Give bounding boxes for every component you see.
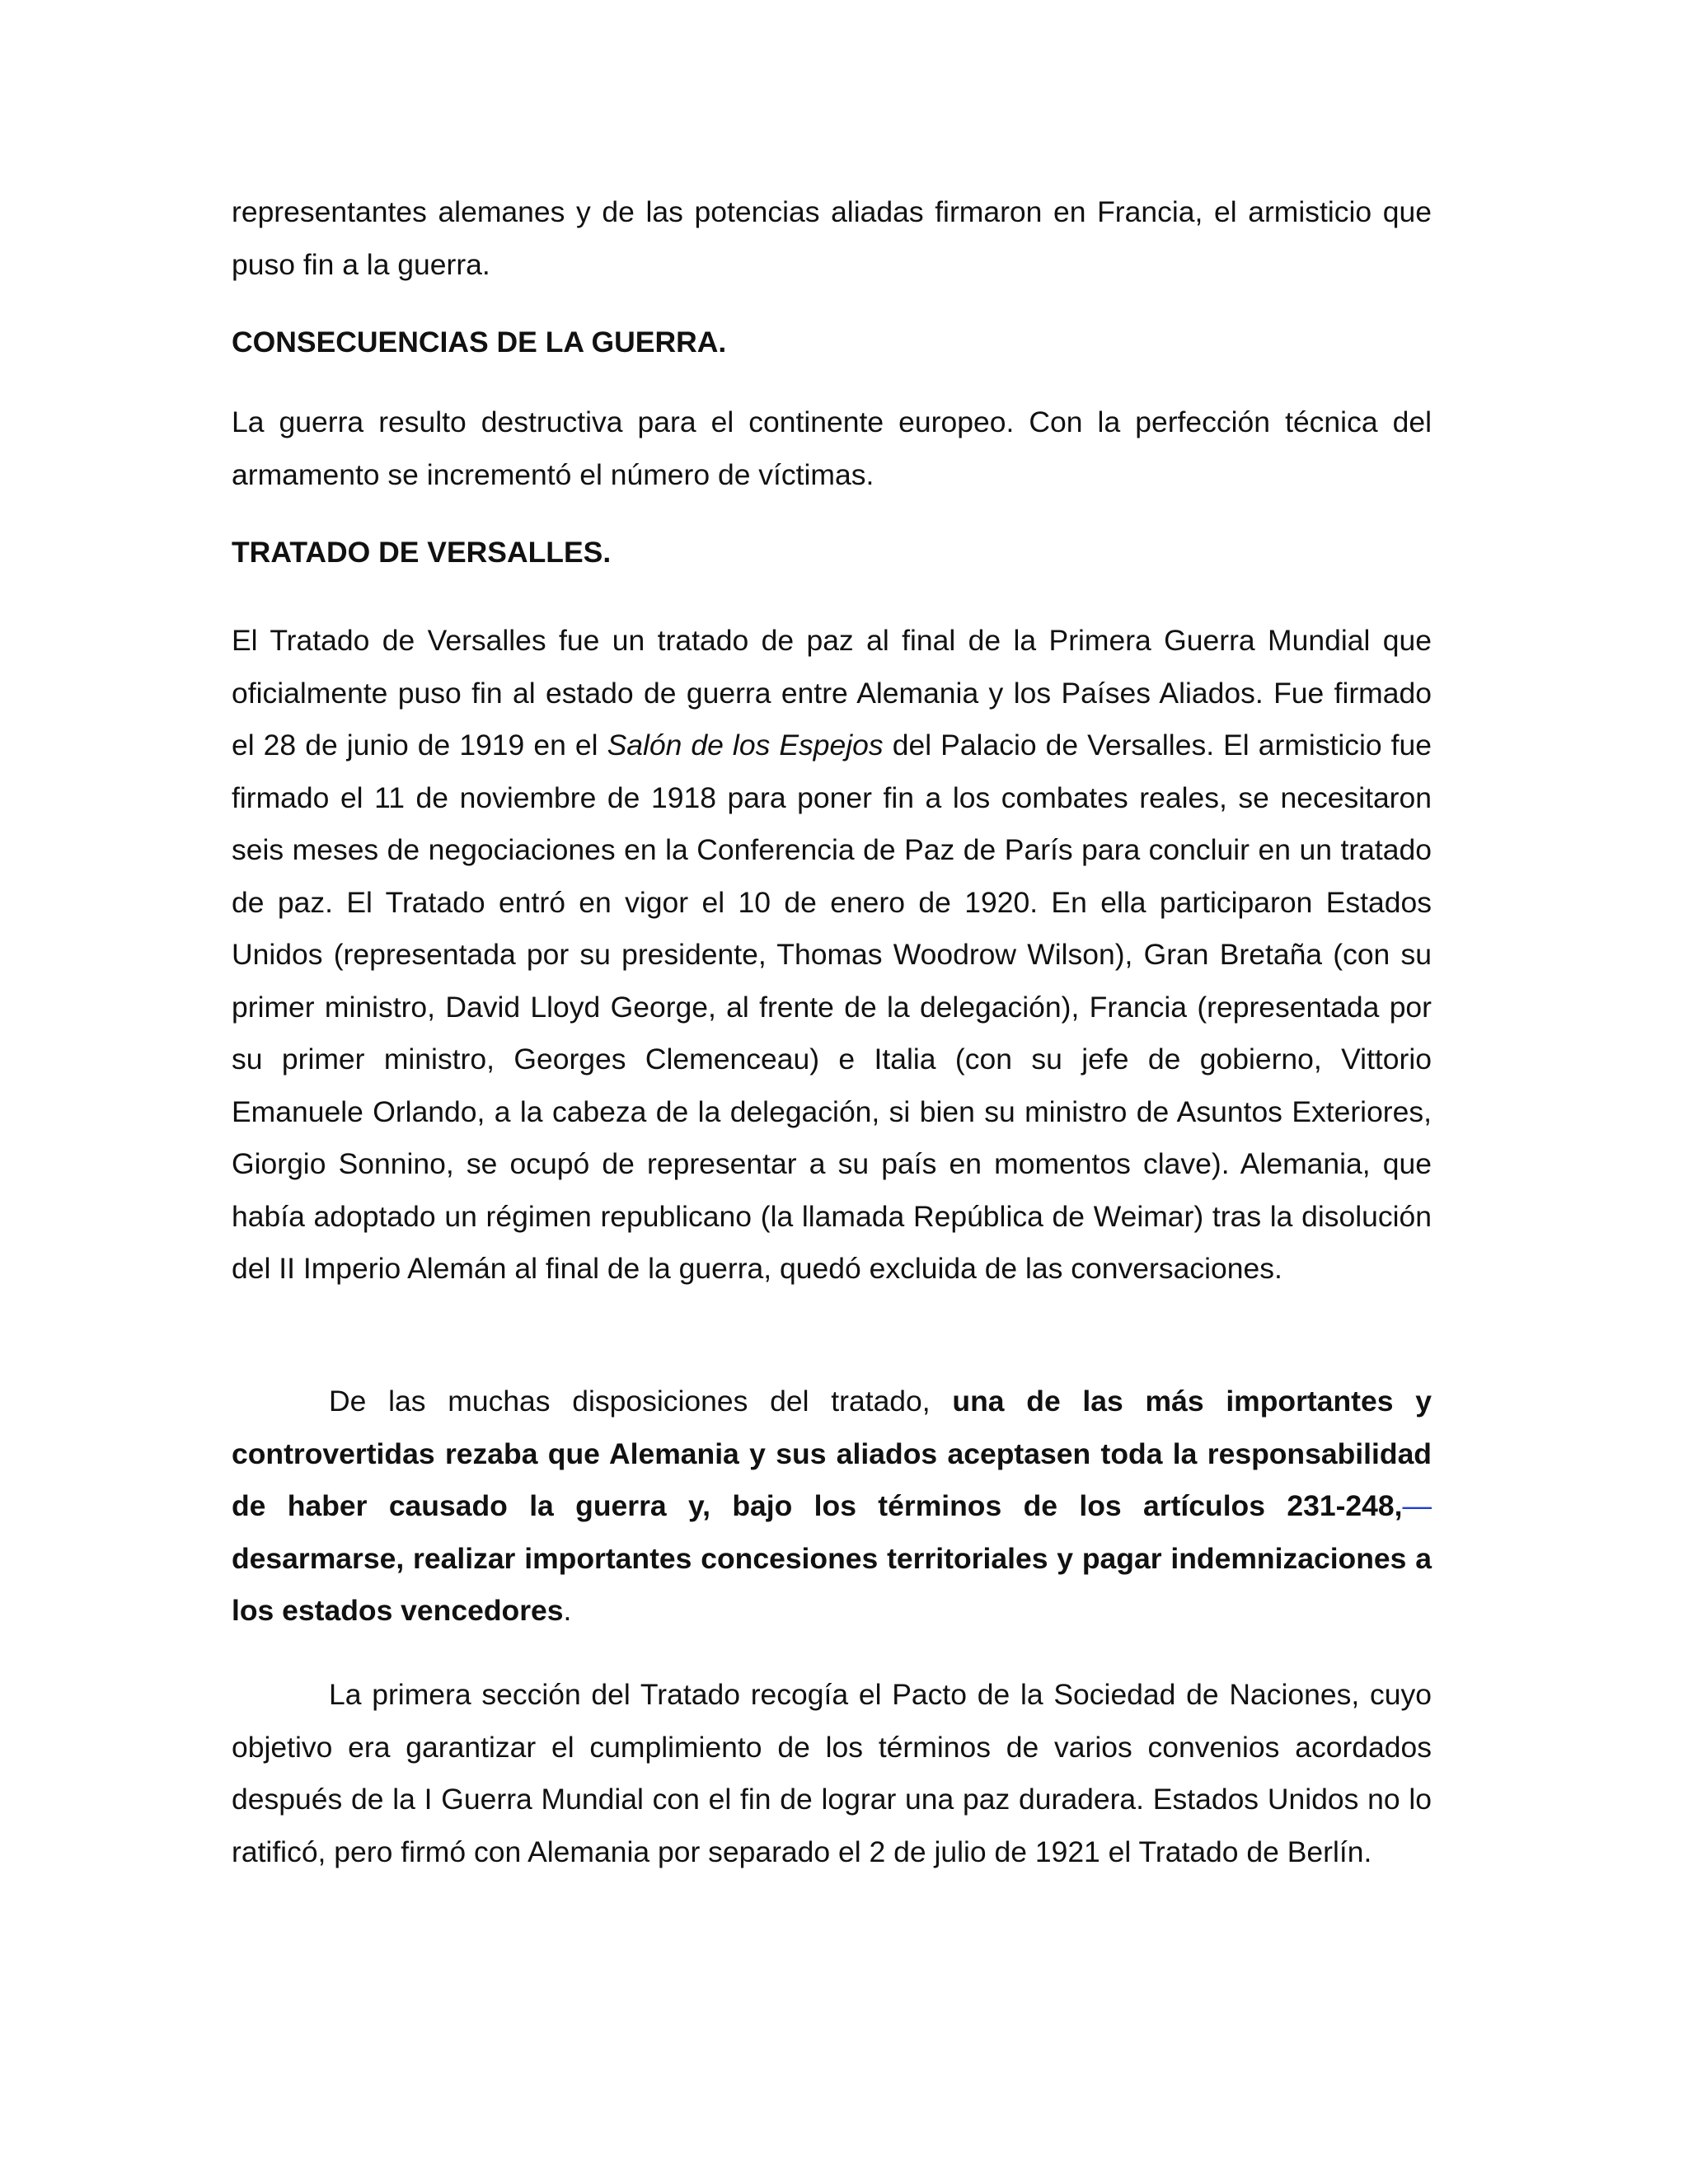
paragraph-disposiciones [232, 1376, 1432, 1638]
paragraph-sociedad-naciones-text: La primera sección del Tratado recogía el Pacto de la Sociedad de Naciones, cuyo objetivo era garantizar el cumplimiento de los términos de varios convenios acordados después de la I Guerra Mundial con el fin de lograr una paz duradera. Estados Unidos no lo ratificó, pero firmó con Alemania por separado el 2 de julio de 1921 el Tratado de Berlín. [232, 1678, 1432, 1868]
paragraph-disposiciones-bold-1: una de las más importantes y controvertidas rezaba que Alemania y sus aliados aceptasen toda la responsabilidad de haber causado la guerra y, bajo los términos de los artículos 231-248, [232, 1385, 1432, 1522]
paragraph-sociedad-naciones [232, 1669, 1432, 1878]
paragraph-disposiciones-bold-2: desarmarse, realizar importantes concesiones territoriales y pagar indemnizaciones a los estados vencedores [232, 1541, 1432, 1627]
blue-dash-mark: — [1402, 1489, 1432, 1522]
paragraph-tratado-text-part-1: El Tratado de Versalles fue un tratado de paz al final de la Primera Guerra Mundial que oficialmente puso fin al estado de guerra entre Alemania y los Países Aliados. Fue firmado el 28 de junio de 1919 en el [232, 624, 1432, 762]
paragraph-disposiciones-period: . [563, 1594, 572, 1627]
paragraph-armisticio-text: representantes alemanes y de las potencias aliadas firmaron en Francia, el armisticio que puso fin a la guerra. [232, 195, 1432, 281]
paragraph-consecuencias-text: La guerra resulto destructiva para el continente europeo. Con la perfección técnica del armamento se incrementó el número de víctimas. [232, 405, 1432, 491]
paragraph-tratado-versalles [232, 615, 1432, 1296]
salon-espejos-italic: Salón de los Espejos [607, 729, 884, 762]
paragraph-consecuencias [232, 396, 1432, 501]
heading-tratado-versalles: TRATADO DE VERSALLES. [232, 536, 612, 569]
heading-consecuencias: CONSECUENCIAS DE LA GUERRA. [232, 326, 727, 359]
paragraph-tratado-text-part-2: del Palacio de Versalles. El armisticio fue firmado el 11 de noviembre de 1918 para poner fin a los combates reales, se necesitaron seis meses de negociaciones en la Conferencia de Paz de París para concluir en un tratado de paz. El Tratado entró en vigor el 10 de enero de 1920. En ella participaron Estados Unidos (representada por su presidente, Thomas Woodrow Wilson), Gran Bretaña (con su primer ministro, David Lloyd George, al frente de la delegación), Francia (representada por su primer ministro, Georges Clemenceau) e Italia (con su jefe de gobierno, Vittorio Emanuele Orlando, a la cabeza de la delegación, si bien su ministro de Asuntos Exteriores, Giorgio Sonnino, se ocupó de representar a su país en momentos clave). Alemania, que había adoptado un régimen republicano (la llamada República de Weimar) tras la disolución del II Imperio Alemán al final de la guerra, quedó excluida de las conversaciones. [232, 729, 1432, 1285]
paragraph-armisticio [232, 186, 1432, 291]
paragraph-disposiciones-intro: De las muchas disposiciones del tratado, [329, 1385, 953, 1418]
